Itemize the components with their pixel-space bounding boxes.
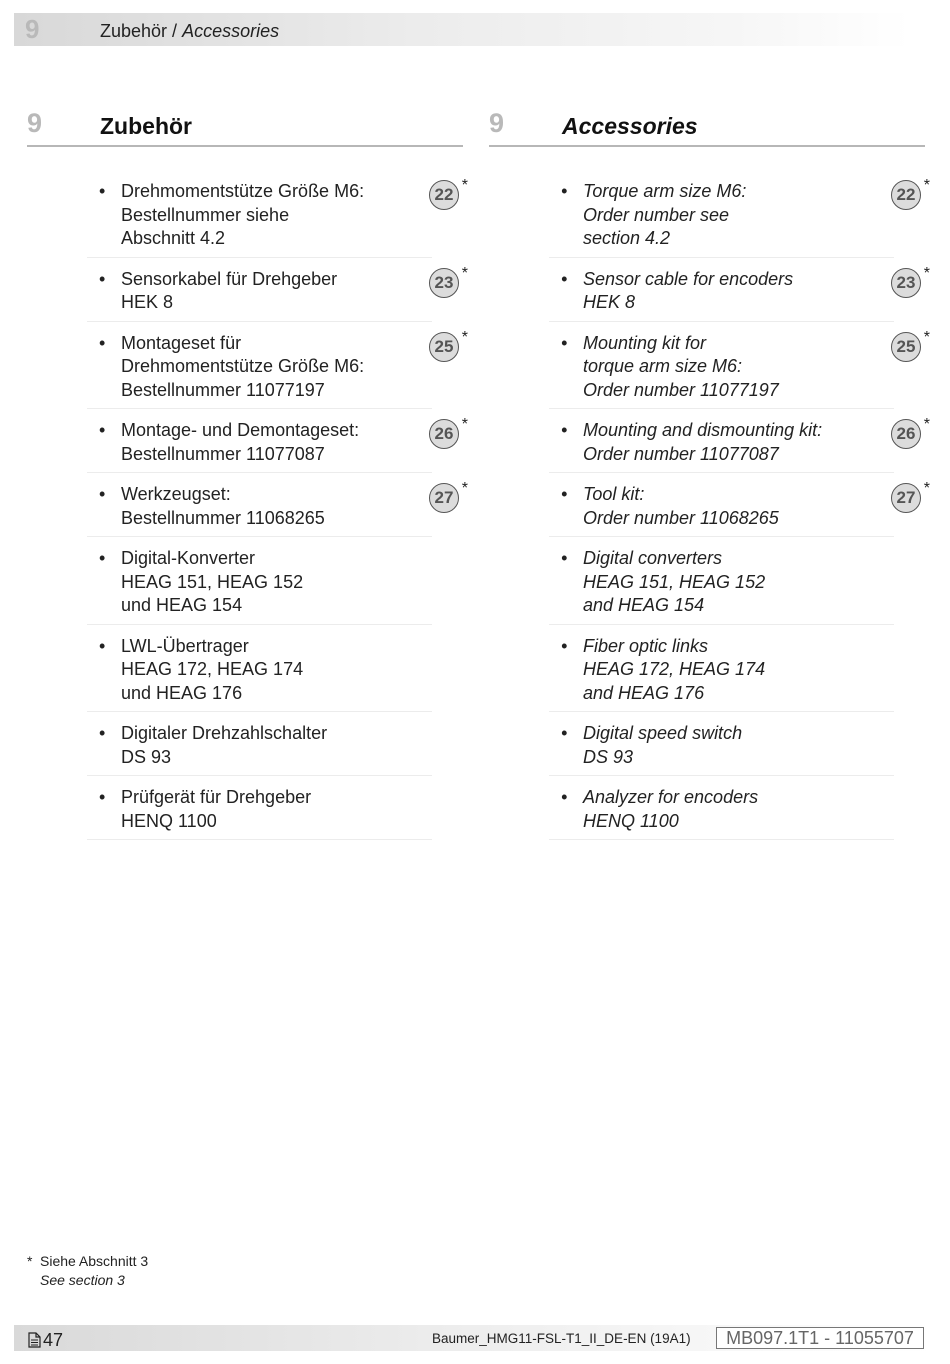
page-number-text: 47 <box>43 1330 64 1350</box>
list-item <box>87 784 432 840</box>
figure-reference-badge: 25 * <box>891 332 921 362</box>
item-text: Digital-Konverter HEAG 151, HEAG 152 und HEAG 154 <box>121 548 304 615</box>
item-text: Tool kit: Order number 11068265 <box>583 484 779 528</box>
item-text: Mounting and dismounting kit: Order number 11077087 <box>583 420 823 464</box>
german-section-heading <box>27 104 463 147</box>
item-text: Sensor cable for encoders HEK 8 <box>583 268 794 312</box>
figure-reference-badge: 22 * <box>429 180 459 210</box>
bullet: • <box>99 420 106 440</box>
document-icon <box>28 1332 41 1348</box>
figure-reference-badge: 26 * <box>891 419 921 449</box>
english-column <box>489 104 930 831</box>
german-section-title: Zubehör <box>100 113 192 139</box>
list-item <box>549 328 930 410</box>
list-item <box>549 545 894 625</box>
item-text: Fiber optic links HEAG 172, HEAG 174 and HEAG 176 <box>583 635 766 703</box>
list-item <box>549 633 894 713</box>
figure-reference-badge: 26 * <box>429 419 459 449</box>
english-section-title: Accessories <box>562 113 698 139</box>
figure-reference-badge: 23 * <box>429 268 459 298</box>
list-item <box>549 416 930 473</box>
footnote <box>27 1252 148 1290</box>
header-section-number: 9 <box>25 14 40 44</box>
item-text: Werkzeugset: Bestellnummer 11068265 <box>121 484 325 528</box>
figure-reference-badge: 27 * <box>891 483 921 513</box>
item-text: Sensorkabel für Drehgeber HEK 8 <box>121 268 338 312</box>
list-item <box>549 177 930 258</box>
bullet: • <box>99 484 106 504</box>
list-item <box>87 720 432 776</box>
list-item <box>87 177 468 258</box>
list-item <box>549 784 894 840</box>
figure-reference-badge: 22 * <box>891 180 921 210</box>
item-text: Montage- und Demontageset: Bestellnummer 11077087 <box>121 420 360 464</box>
header-title-en: Accessories <box>182 21 280 41</box>
list-item <box>549 480 930 537</box>
item-text: LWL-Übertrager HEAG 172, HEAG 174 und HEAG 176 <box>121 635 304 703</box>
english-section-heading <box>489 104 925 147</box>
footnote-de: Siehe Abschnitt 3 <box>40 1253 149 1269</box>
header-title-de: Zubehör / <box>100 21 178 41</box>
german-column <box>27 104 468 831</box>
item-text: Montageset für Drehmomentstütze Größe M6: Bestellnummer 11077197 <box>121 332 365 400</box>
document-name: Baumer_HMG11-FSL-T1_II_DE-EN (19A1) <box>432 1331 691 1346</box>
figure-reference-badge: 23 * <box>891 268 921 298</box>
item-text: Digital converters HEAG 151, HEAG 152 and HEAG 154 <box>583 548 766 615</box>
bullet: • <box>561 332 568 353</box>
item-text: Torque arm size M6: Order number see section 4.2 <box>583 181 747 248</box>
bullet: • <box>561 548 568 568</box>
item-text: Digitaler Drehzahlschalter DS 93 <box>121 723 328 767</box>
list-item <box>87 480 468 537</box>
header-title <box>100 21 279 42</box>
list-item <box>87 633 432 713</box>
bullet: • <box>99 181 106 201</box>
item-text: Prüfgerät für Drehgeber HENQ 1100 <box>121 787 312 831</box>
bullet: • <box>561 787 568 807</box>
list-item <box>549 264 930 322</box>
list-item <box>87 328 468 410</box>
item-text: Digital speed switch DS 93 <box>583 723 743 767</box>
german-section-number: 9 <box>27 108 43 138</box>
bullet: • <box>561 420 568 440</box>
footnote-mark: * <box>27 1253 33 1269</box>
german-accessory-list <box>87 177 468 848</box>
item-text: Analyzer for encoders HENQ 1100 <box>583 787 759 831</box>
figure-reference-badge: 25 * <box>429 332 459 362</box>
list-item <box>549 720 894 776</box>
bullet: • <box>99 787 106 807</box>
list-item <box>87 416 468 473</box>
footnote-en: See section 3 <box>40 1272 125 1288</box>
bullet: • <box>99 332 106 353</box>
bullet: • <box>561 181 568 201</box>
list-item <box>87 264 468 322</box>
bullet: • <box>99 635 106 656</box>
bullet: • <box>99 268 106 289</box>
bullet: • <box>561 723 568 743</box>
bullet: • <box>99 723 106 743</box>
english-section-number: 9 <box>489 108 505 138</box>
document-id: MB097.1T1 - 11055707 <box>716 1327 924 1349</box>
page-number <box>28 1330 63 1351</box>
bullet: • <box>99 548 106 568</box>
item-text: Drehmomentstütze Größe M6: Bestellnummer siehe Abschnitt 4.2 <box>121 181 365 248</box>
figure-reference-badge: 27 * <box>429 483 459 513</box>
english-accessory-list <box>549 177 930 848</box>
list-item <box>87 545 432 625</box>
bullet: • <box>561 484 568 504</box>
bullet: • <box>561 635 568 656</box>
bullet: • <box>561 268 568 289</box>
item-text: Mounting kit for torque arm size M6: Order number 11077197 <box>583 332 779 400</box>
